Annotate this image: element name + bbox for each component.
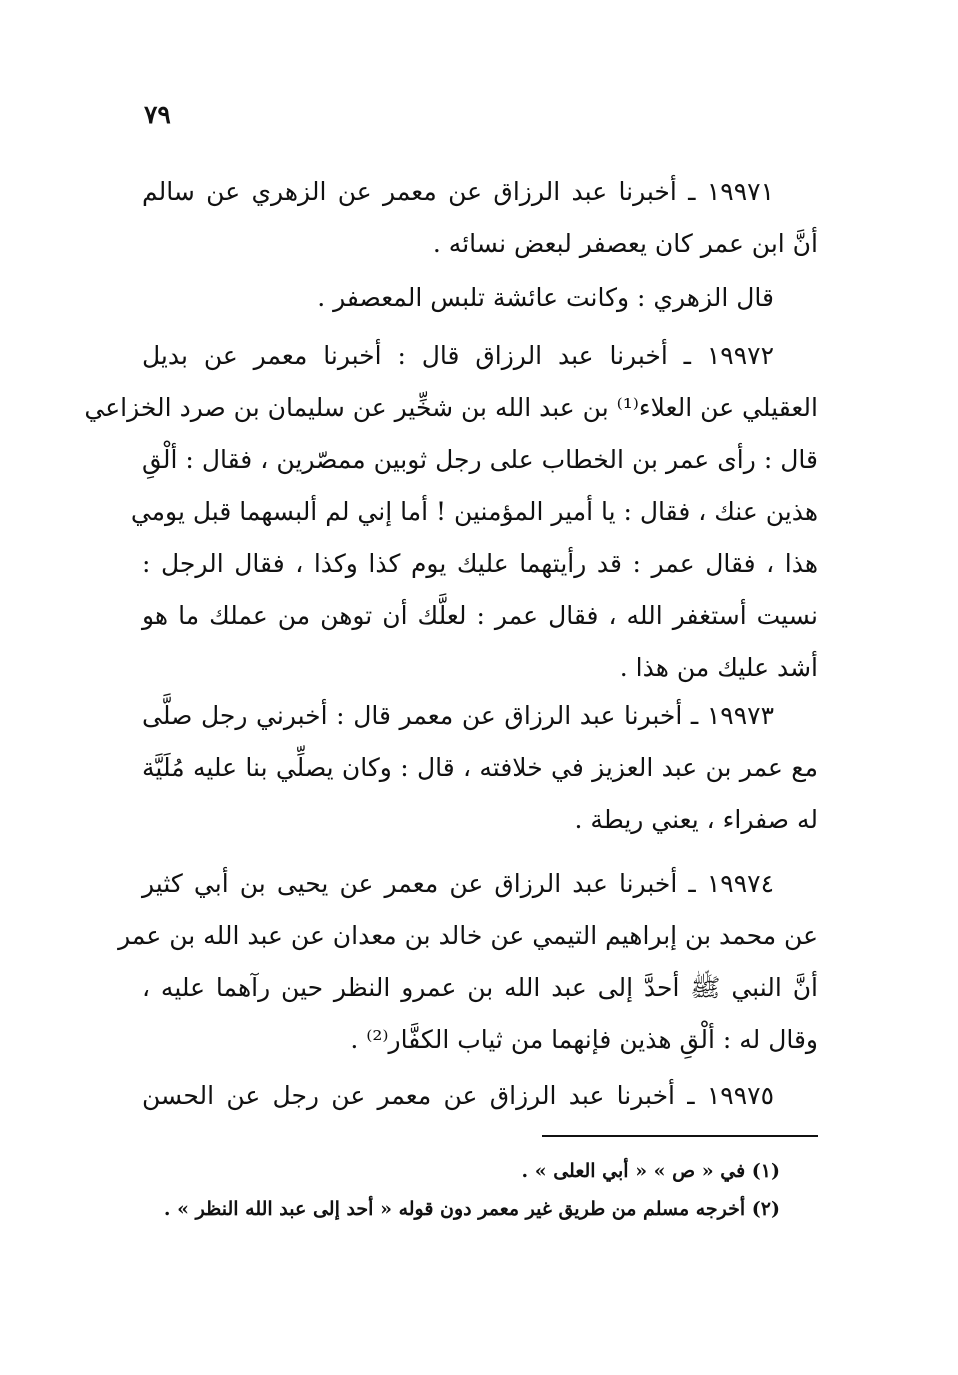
hadith-19972 — [84, 330, 818, 694]
hadith-19971-line-2: أنَّ ابن عمر كان يعصفر لبعض نسائه . — [432, 229, 818, 258]
hadith-19973-line-1: ١٩٩٧٣ ـ أخبرنا عبد الرزاق عن معمر قال : أخبرني رجل صلَّى — [142, 701, 774, 730]
hadith-19975 — [142, 1070, 818, 1122]
hadith-19974 — [118, 858, 818, 1066]
page-number: ٧٩ — [144, 100, 171, 129]
hadith-19972-line-3: قال : رأى عمر بن الخطاب على رجل ثوبين ممصّرين ، فقال : ألْقِ — [142, 445, 818, 474]
hadith-19972-line-4: هذين عنك ، فقال : يا أمير المؤمنين ! أما إني لم ألبسهما قبل يومي — [130, 497, 818, 526]
zuhri-comment-line-1: قال الزهري : وكانت عائشة تلبس المعصفر . — [317, 283, 774, 312]
footnote-1: (١) في « ص » « أبي العلى » . — [521, 1160, 780, 1182]
hadith-19973 — [142, 690, 818, 846]
hadith-19974-line-2: عن محمد بن إبراهيم التيمي عن خالد بن معدان عن عبد الله بن عمر — [118, 921, 818, 950]
hadith-19972-line-7: أشد عليك من هذا . — [619, 653, 818, 682]
hadith-19974-line-4: وقال له : ألْقِ هذين فإنهما من ثياب الكفَّار⁽²⁾ . — [350, 1025, 818, 1054]
hadith-19971-line-1: ١٩٩٧١ ـ أخبرنا عبد الرزاق عن معمر عن الزهري عن سالم — [142, 177, 774, 206]
footnote-2: (٢) أخرجه مسلم من طريق غير معمر دون قوله « أحد إلى عبد الله النظر » . — [163, 1198, 780, 1220]
hadith-19972-line-5: هذا ، فقال عمر : قد رأيتهما عليك يوم كذا وكذا ، فقال الرجل : — [142, 549, 818, 578]
hadith-19973-line-3: له صفراء ، يعني ريطة . — [574, 805, 818, 834]
hadith-19971 — [142, 166, 818, 270]
hadith-19972-line-6: نسيت أستغفر الله ، فقال عمر : لعلَّك أن توهن من عملك ما هو — [142, 601, 818, 630]
hadith-19974-line-1: ١٩٩٧٤ ـ أخبرنا عبد الرزاق عن معمر عن يحيى بن أبي كثير — [142, 869, 774, 898]
hadith-19974-line-3: أنَّ النبي ﷺ أحدَّ إلى عبد الله بن عمرو النظر حين رآهما عليه ، — [142, 973, 818, 1002]
hadith-19975-line-1: ١٩٩٧٥ ـ أخبرنا عبد الرزاق عن معمر عن رجل عن الحسن — [142, 1081, 774, 1110]
hadith-19973-line-2: مع عمر بن عبد العزيز في خلافته ، قال : وكان يصلِّي بنا عليه مُلَيَّة — [142, 753, 818, 782]
footnote-divider — [542, 1135, 818, 1137]
zuhri-comment — [142, 272, 818, 324]
footnotes — [163, 1152, 780, 1228]
hadith-19972-line-2: العقيلي عن العلاء⁽¹⁾ بن عبد الله بن شخِّير عن سليمان بن صرد الخزاعي — [84, 393, 818, 422]
hadith-19972-line-1: ١٩٩٧٢ ـ أخبرنا عبد الرزاق قال : أخبرنا معمر عن بديل — [142, 341, 774, 370]
